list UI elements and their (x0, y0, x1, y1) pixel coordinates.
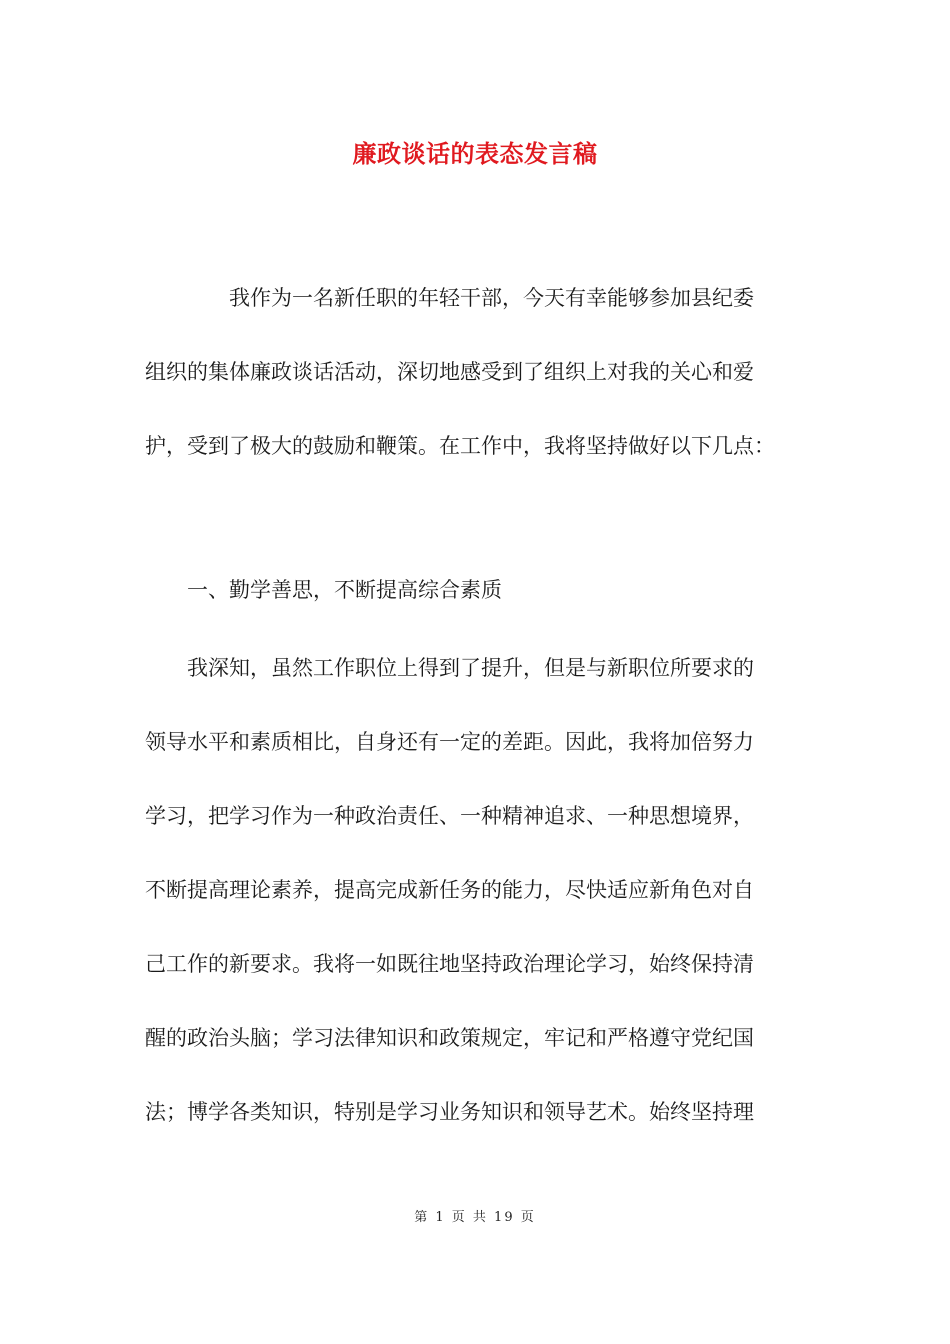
text-line: 我作为一名新任职的年轻干部，今天有幸能够参加县纪委 (145, 286, 754, 310)
text-line: 我深知，虽然工作职位上得到了提升，但是与新职位所要求的 (145, 656, 754, 680)
page-number: 第 1 页 共 19 页 (414, 1210, 536, 1225)
text-line: 法；博学各类知识，特别是学习业务知识和领导艺术。始终坚持理 (145, 1100, 754, 1124)
text-line: 醒的政治头脑；学习法律知识和政策规定，牢记和严格遵守党纪国 (145, 1026, 754, 1050)
text-line: 领导水平和素质相比，自身还有一定的差距。因此，我将加倍努力 (145, 730, 754, 754)
document-title: 廉政谈话的表态发言稿 (352, 139, 598, 168)
text-line: 己工作的新要求。我将一如既往地坚持政治理论学习，始终保持清 (145, 952, 754, 976)
section-heading (145, 570, 810, 644)
text-line: 学习，把学习作为一种政治责任、一种精神追求、一种思想境界， (145, 804, 754, 828)
text-line: 组织的集体廉政谈话活动，深切地感受到了组织上对我的关心和爱 (145, 360, 754, 384)
body-paragraph (145, 648, 810, 1166)
text-line: 不断提高理论素养，提高完成新任务的能力，尽快适应新角色对自 (145, 878, 754, 902)
section-heading-text: 一、勤学善思，不断提高综合素质 (145, 578, 502, 602)
intro-paragraph (145, 278, 810, 500)
text-line: 护，受到了极大的鼓励和鞭策。在工作中，我将坚持做好以下几点： (145, 434, 775, 458)
